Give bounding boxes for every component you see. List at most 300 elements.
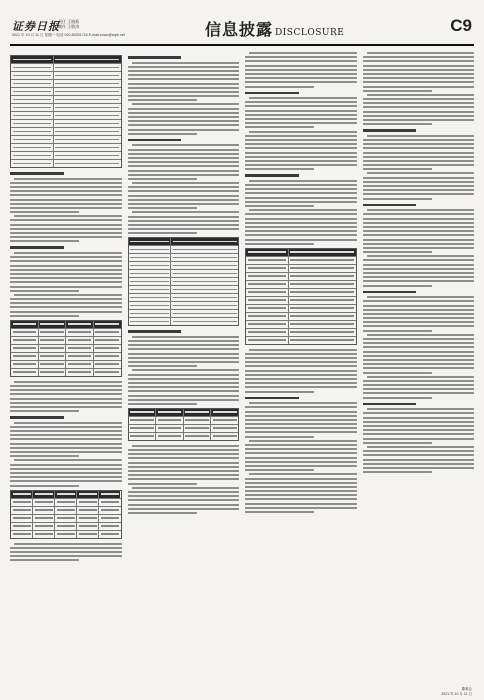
text-line: [245, 105, 357, 107]
text-line: [245, 164, 357, 166]
text-line: [10, 311, 122, 313]
text-line: [363, 239, 475, 241]
text-line: [10, 551, 122, 553]
text-line: [128, 478, 240, 480]
text-line: [245, 114, 357, 116]
text-line: [128, 195, 240, 197]
text-line: [363, 450, 475, 452]
table-cell: [246, 289, 289, 296]
table-row: [129, 425, 239, 433]
text-line: [10, 393, 122, 395]
text-line: [10, 240, 79, 242]
text-line: [363, 412, 475, 414]
table-cell: [54, 152, 121, 159]
table-row: [11, 136, 121, 144]
table-cell: [289, 273, 356, 280]
table-row: [11, 321, 121, 329]
text-line: [245, 126, 314, 128]
table-row: [129, 433, 239, 440]
text-line: [245, 457, 357, 459]
text-line: [363, 330, 432, 332]
text-line: [128, 386, 240, 388]
text-line: [245, 243, 314, 245]
table-cell: [77, 523, 99, 530]
table-cell: [66, 353, 94, 360]
table-cell: [94, 353, 121, 360]
table-cell: [11, 80, 54, 87]
text-line: [128, 112, 240, 114]
text-line: [245, 365, 357, 367]
text-line: [363, 463, 475, 465]
table-cell: [11, 353, 39, 360]
text-line: [132, 103, 240, 105]
table-cell: [55, 531, 77, 538]
text-line: [128, 495, 240, 497]
newspaper-logo: 证券日报: [12, 20, 60, 33]
data-table: [128, 237, 240, 326]
text-line: [367, 52, 475, 54]
text-line: [128, 470, 240, 472]
text-line: [249, 52, 357, 54]
subheading-line: [363, 129, 417, 132]
text-line: [10, 256, 122, 258]
text-line: [128, 361, 240, 363]
text-line: [249, 349, 357, 351]
text-line: [363, 222, 475, 224]
text-line: [10, 438, 122, 440]
table-cell: [33, 515, 55, 522]
table-cell: [99, 531, 120, 538]
footer-date: 2021 年 10 月 11 日: [441, 691, 472, 696]
table-cell: [289, 281, 356, 288]
table-cell: [94, 329, 121, 336]
text-line: [245, 205, 314, 207]
text-line: [363, 98, 475, 100]
table-row: [11, 523, 121, 531]
text-line: [245, 469, 314, 471]
table-cell: [129, 409, 157, 416]
table-row: [246, 249, 356, 257]
section-title-cn: 信息披露: [205, 20, 274, 39]
text-line: [245, 382, 357, 384]
text-line: [245, 239, 357, 241]
text-line: [10, 286, 122, 288]
text-line: [10, 430, 122, 432]
table-cell: [54, 104, 121, 111]
text-line: [10, 199, 122, 201]
table-cell: [289, 337, 356, 344]
table-cell: [246, 321, 289, 328]
text-line: [363, 372, 432, 374]
text-line: [14, 215, 122, 217]
subheading-line: [128, 139, 182, 142]
table-row: [11, 64, 121, 72]
text-line: [10, 447, 122, 449]
text-line: [367, 376, 475, 378]
table-cell: [246, 329, 289, 336]
table-cell: [184, 409, 212, 416]
text-line: [245, 56, 357, 58]
text-line: [363, 193, 475, 195]
text-line: [363, 160, 475, 162]
text-line: [245, 77, 357, 79]
text-line: [128, 499, 240, 501]
subheading-line: [10, 172, 64, 175]
text-line: [363, 467, 475, 469]
table-cell: [54, 112, 121, 119]
text-line: [363, 313, 475, 315]
table-cell: [33, 523, 55, 530]
text-line: [363, 198, 432, 200]
table-cell: [77, 531, 99, 538]
text-line: [128, 453, 240, 455]
text-line: [245, 415, 357, 417]
text-line: [363, 355, 475, 357]
text-line: [128, 165, 240, 167]
text-line: [10, 277, 122, 279]
text-line: [245, 465, 357, 467]
table-cell: [11, 96, 54, 103]
text-line: [363, 143, 475, 145]
table-row: [11, 507, 121, 515]
text-line: [245, 448, 357, 450]
text-line: [245, 419, 357, 421]
table-cell: [11, 515, 33, 522]
table-cell: [289, 257, 356, 264]
column-2: [128, 52, 240, 686]
text-line: [128, 378, 240, 380]
text-line: [363, 321, 475, 323]
text-line: [128, 66, 240, 68]
table-cell: [129, 302, 172, 309]
text-line: [245, 110, 357, 112]
table-cell: [11, 337, 39, 344]
table-cell: [184, 417, 212, 424]
text-line: [128, 382, 240, 384]
text-line: [245, 353, 357, 355]
table-cell: [39, 337, 67, 344]
table-cell: [156, 433, 184, 440]
text-line: [128, 87, 240, 89]
table-row: [246, 265, 356, 273]
table-cell: [11, 56, 54, 63]
text-line: [10, 236, 122, 238]
text-line: [10, 476, 122, 478]
text-line: [245, 118, 357, 120]
text-line: [363, 309, 475, 311]
text-line: [128, 474, 240, 476]
text-line: [10, 194, 122, 196]
text-line: [363, 106, 475, 108]
table-row: [11, 531, 121, 538]
table-cell: [54, 88, 121, 95]
text-line: [132, 487, 240, 489]
table-cell: [54, 136, 121, 143]
text-line: [363, 139, 475, 141]
text-line: [128, 353, 240, 355]
text-line: [363, 218, 475, 220]
text-line: [363, 397, 432, 399]
table-row: [11, 128, 121, 136]
column-4: [363, 52, 475, 686]
text-line: [128, 508, 240, 510]
table-cell: [11, 136, 54, 143]
text-line: [10, 464, 122, 466]
table-cell: [54, 72, 121, 79]
text-line: [245, 135, 357, 137]
text-line: [363, 247, 475, 249]
table-cell: [99, 491, 120, 498]
table-row: [11, 96, 121, 104]
text-line: [128, 232, 197, 234]
text-line: [10, 406, 122, 408]
text-line: [10, 468, 122, 470]
text-line: [363, 276, 475, 278]
table-cell: [171, 262, 238, 269]
table-row: [11, 88, 121, 96]
article-columns: [10, 52, 474, 686]
text-line: [245, 69, 357, 71]
table-cell: [94, 337, 121, 344]
text-line: [10, 410, 79, 412]
table-row: [11, 491, 121, 499]
table-row: [11, 56, 121, 64]
text-line: [363, 230, 475, 232]
text-line: [249, 209, 357, 211]
table-cell: [66, 345, 94, 352]
text-line: [245, 507, 357, 509]
text-line: [249, 180, 357, 182]
text-line: [14, 381, 122, 383]
text-line: [245, 222, 357, 224]
table-cell: [11, 112, 54, 119]
text-line: [245, 213, 357, 215]
subheading-line: [10, 246, 64, 249]
table-cell: [129, 425, 157, 432]
table-cell: [11, 120, 54, 127]
table-cell: [289, 249, 356, 256]
text-line: [245, 386, 357, 388]
table-cell: [94, 361, 121, 368]
text-line: [363, 56, 475, 58]
text-line: [363, 367, 475, 369]
text-line: [363, 471, 432, 473]
table-row: [129, 294, 239, 302]
table-cell: [289, 329, 356, 336]
table-cell: [184, 425, 212, 432]
table-row: [11, 80, 121, 88]
text-line: [128, 108, 240, 110]
data-table: [10, 320, 122, 377]
text-line: [128, 449, 240, 451]
table-cell: [11, 72, 54, 79]
table-cell: [289, 297, 356, 304]
text-line: [363, 123, 432, 125]
table-row: [129, 278, 239, 286]
text-line: [245, 503, 357, 505]
subheading-line: [128, 56, 182, 59]
table-cell: [66, 361, 94, 368]
text-line: [128, 153, 240, 155]
table-row: [11, 329, 121, 337]
table-cell: [129, 433, 157, 440]
table-row: [11, 499, 121, 507]
text-line: [363, 438, 475, 440]
text-line: [363, 351, 475, 353]
text-line: [132, 62, 240, 64]
text-line: [363, 152, 475, 154]
table-cell: [54, 56, 121, 63]
text-line: [363, 60, 475, 62]
text-line: [363, 442, 432, 444]
text-line: [10, 260, 122, 262]
text-line: [363, 317, 475, 319]
text-line: [245, 406, 357, 408]
table-cell: [54, 144, 121, 151]
text-line: [367, 334, 475, 336]
text-line: [363, 251, 432, 253]
text-line: [128, 504, 240, 506]
text-line: [132, 182, 240, 184]
text-line: [128, 116, 240, 118]
text-line: [10, 451, 122, 453]
text-line: [10, 290, 79, 292]
table-cell: [55, 523, 77, 530]
text-line: [10, 265, 122, 267]
table-row: [129, 246, 239, 254]
text-line: [132, 211, 240, 213]
text-line: [10, 298, 122, 300]
subheading-line: [128, 330, 182, 333]
table-cell: [66, 329, 94, 336]
text-line: [128, 374, 240, 376]
text-line: [245, 197, 357, 199]
table-cell: [11, 523, 33, 530]
footer-signature: 董事会: [461, 687, 472, 691]
text-line: [10, 281, 122, 283]
table-row: [246, 257, 356, 265]
table-cell: [246, 273, 289, 280]
text-line: [128, 129, 240, 131]
table-row: [11, 361, 121, 369]
text-line: [363, 459, 475, 461]
text-line: [363, 421, 475, 423]
text-line: [132, 336, 240, 338]
table-cell: [55, 499, 77, 506]
table-cell: [55, 491, 77, 498]
text-line: [363, 417, 475, 419]
text-line: [245, 494, 357, 496]
text-line: [249, 97, 357, 99]
text-line: [128, 462, 240, 464]
text-line: [128, 178, 197, 180]
text-line: [245, 444, 357, 446]
text-line: [10, 211, 79, 213]
text-line: [363, 285, 432, 287]
text-line: [249, 440, 357, 442]
text-line: [367, 209, 475, 211]
table-cell: [171, 254, 238, 261]
table-row: [11, 152, 121, 160]
table-cell: [39, 369, 67, 376]
table-row: [246, 337, 356, 344]
text-line: [128, 220, 240, 222]
table-cell: [54, 80, 121, 87]
text-line: [10, 182, 122, 184]
table-cell: [11, 499, 33, 506]
table-cell: [39, 353, 67, 360]
table-cell: [11, 531, 33, 538]
text-line: [363, 305, 475, 307]
text-line: [367, 408, 475, 410]
table-cell: [39, 361, 67, 368]
table-cell: [11, 507, 33, 514]
text-line: [10, 302, 122, 304]
table-cell: [129, 310, 172, 317]
table-cell: [211, 433, 238, 440]
table-row: [11, 160, 121, 167]
text-line: [128, 466, 240, 468]
text-line: [367, 296, 475, 298]
table-row: [11, 369, 121, 376]
text-line: [245, 436, 314, 438]
text-line: [245, 81, 357, 83]
text-line: [245, 152, 357, 154]
text-line: [128, 340, 240, 342]
text-line: [363, 168, 432, 170]
table-cell: [39, 329, 67, 336]
table-cell: [11, 104, 54, 111]
table-cell: [66, 369, 94, 376]
text-line: [363, 213, 475, 215]
text-line: [363, 454, 475, 456]
text-line: [363, 189, 475, 191]
text-line: [245, 226, 357, 228]
text-line: [245, 511, 314, 513]
text-line: [363, 243, 475, 245]
text-line: [363, 226, 475, 228]
text-line: [245, 431, 357, 433]
text-line: [128, 207, 197, 209]
text-line: [10, 219, 122, 221]
text-line: [245, 192, 357, 194]
text-line: [10, 547, 122, 549]
text-line: [128, 149, 240, 151]
data-table: [245, 248, 357, 345]
table-cell: [99, 515, 120, 522]
table-cell: [156, 425, 184, 432]
text-line: [363, 268, 475, 270]
text-line: [128, 91, 240, 93]
table-row: [129, 302, 239, 310]
text-line: [128, 365, 197, 367]
text-line: [245, 73, 357, 75]
text-line: [14, 422, 122, 424]
text-line: [245, 65, 357, 67]
table-cell: [11, 361, 39, 368]
data-table: [10, 490, 122, 539]
text-line: [363, 77, 475, 79]
table-cell: [171, 246, 238, 253]
text-line: [245, 122, 357, 124]
text-line: [128, 403, 197, 405]
text-line: [245, 60, 357, 62]
table-cell: [129, 270, 172, 277]
text-line: [128, 491, 240, 493]
text-line: [128, 170, 240, 172]
table-cell: [289, 289, 356, 296]
text-line: [128, 224, 240, 226]
